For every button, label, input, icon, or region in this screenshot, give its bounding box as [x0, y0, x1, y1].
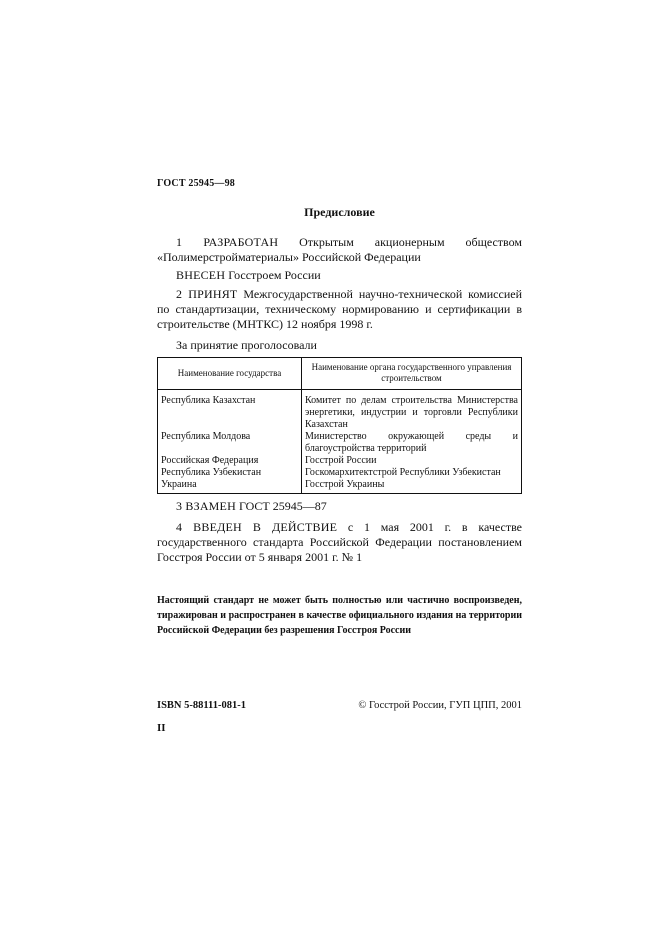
isbn: ISBN 5-88111-081-1 [157, 700, 246, 711]
org-cell: Министерство окружающей среды и благоустройства территорий [302, 431, 522, 455]
page-number: II [157, 722, 166, 734]
table-header-row [158, 358, 522, 390]
paragraph-text: Госстроем России [225, 268, 321, 282]
paragraph-lead: 4 ВВЕДЕН В ДЕЙСТВИЕ [176, 520, 338, 534]
section-heading: Предисловие [304, 205, 375, 219]
table-row [158, 455, 522, 467]
paragraph-lead: ВНЕСЕН [176, 268, 226, 282]
paragraph-adopted-by [157, 287, 522, 332]
org-cell: Госкомархитектстрой Республики Узбекистан [302, 467, 522, 479]
copyright-line: © Госстрой России, ГУП ЦПП, 2001 [358, 700, 522, 711]
paragraph-text: с 1 мая 2001 г. в качестве государственного стандарта Российской Федерации постановлением Госстроя России от 5 января 2001 г. № 1 [157, 520, 522, 564]
paragraph-effective-date [157, 520, 522, 565]
document-code: ГОСТ 25945—98 [157, 178, 236, 189]
paragraph-introduced-by [157, 268, 522, 283]
table-row [158, 390, 522, 432]
org-cell: Госстрой России [302, 455, 522, 467]
table-row [158, 431, 522, 455]
org-cell: Комитет по делам строительства Министерства энергетики, индустрии и торговли Республики Казахстан [302, 390, 522, 432]
table-row [158, 479, 522, 494]
paragraph-lead: 3 ВЗАМЕН [176, 499, 236, 513]
paragraph-replaces [157, 499, 522, 514]
votes-table [157, 357, 522, 494]
state-cell: Республика Казахстан [158, 390, 302, 432]
paragraph-text: Межгосударственной научно-технической комиссией по стандартизации, техническому нормированию и сертификации в строительстве (МНТКС) 12 ноября 1998 г. [157, 287, 522, 331]
column-header-state: Наименование государства [158, 358, 302, 390]
state-cell: Украина [158, 479, 302, 494]
paragraph-lead: 2 ПРИНЯТ [176, 287, 238, 301]
copyright-notice: Настоящий стандарт не может быть полностью или частично воспроизведен, тиражирован и распространен в качестве официального издания на территории Российской Федерации без разрешения Госстроя России [157, 595, 522, 636]
org-cell: Госстрой Украины [302, 479, 522, 494]
column-header-org: Наименование органа государственного управления строительством [302, 358, 522, 390]
state-cell: Республика Молдова [158, 431, 302, 455]
paragraph-text: Открытым акционерным обществом «Полимерстройматериалы» Российской Федерации [157, 235, 522, 264]
paragraph-lead: 1 РАЗРАБОТАН [176, 235, 279, 249]
state-cell: Российская Федерация [158, 455, 302, 467]
paragraph-text: ГОСТ 25945—87 [235, 499, 327, 513]
state-cell: Республика Узбекистан [158, 467, 302, 479]
paragraph-developed-by [157, 235, 522, 265]
table-row [158, 467, 522, 479]
votes-label: За принятие проголосовали [176, 338, 317, 352]
